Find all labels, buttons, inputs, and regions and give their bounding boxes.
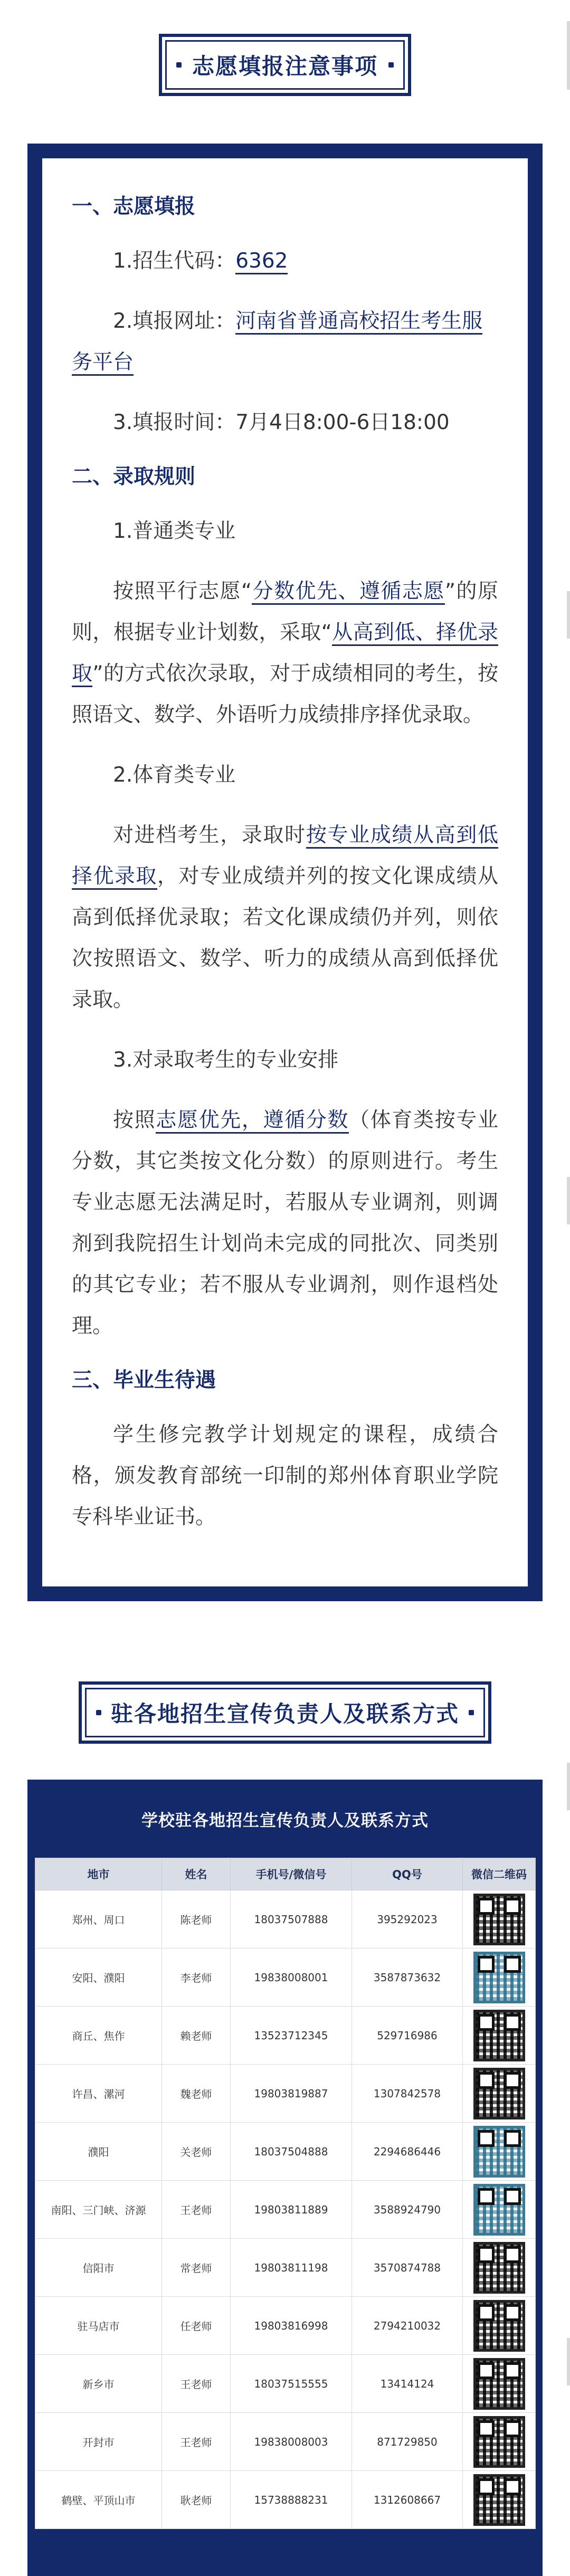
qr-code-icon[interactable] <box>473 2010 525 2061</box>
cell-qq: 3587873632 <box>352 1948 463 2007</box>
rule-general-title: 1.普通类专业 <box>113 519 236 543</box>
cell-city: 安阳、濮阳 <box>35 1948 162 2007</box>
cell-phone[interactable]: 13523712345 <box>231 2007 352 2065</box>
qr-code-icon[interactable] <box>473 2416 525 2468</box>
cell-phone[interactable]: 19838008001 <box>231 1948 352 2007</box>
qr-code-icon[interactable] <box>473 2242 525 2294</box>
scrollbar-mark <box>567 2338 570 2385</box>
cell-city: 郑州、周口 <box>35 1890 162 1948</box>
cell-city: 信阳市 <box>35 2239 162 2297</box>
cell-phone[interactable]: 18037504888 <box>231 2123 352 2181</box>
scrollbar-mark <box>567 1763 570 1810</box>
cell-qq: 1307842578 <box>352 2065 463 2123</box>
table-row <box>35 2007 536 2065</box>
heading-admission-rules: 二、录取规则 <box>72 465 196 489</box>
cell-city: 新乡市 <box>35 2355 162 2413</box>
qr-code-icon[interactable] <box>473 2474 525 2526</box>
section-title-badge <box>79 1681 491 1744</box>
cell-qq: 395292023 <box>352 1890 463 1948</box>
cell-city: 商丘、焦作 <box>35 2007 162 2065</box>
rule-arrangement-title: 3.对录取考生的专业安排 <box>113 1048 339 1072</box>
rule-general-text: 按照平行志愿“分数优先、遵循志愿”的原则，根据专业计划数，采取“从高到低、择优录取”的方式依次录取，对于成绩相同的考生，按照语文、数学、外语听力成绩排序择优录取。 <box>72 579 498 727</box>
heading-application: 一、志愿填报 <box>72 195 196 218</box>
cell-name: 王老师 <box>162 2355 231 2413</box>
table-row <box>35 2065 536 2123</box>
cell-phone[interactable]: 15738888231 <box>231 2471 352 2529</box>
cell-qr <box>463 1890 536 1948</box>
cell-phone[interactable]: 19803811198 <box>231 2239 352 2297</box>
cell-qr <box>463 2181 536 2239</box>
admission-code-value: 6362 <box>235 249 288 274</box>
cell-qq: 13414124 <box>352 2355 463 2413</box>
cell-city: 南阳、三门峡、济源 <box>35 2181 162 2239</box>
cell-phone[interactable]: 19803819887 <box>231 2065 352 2123</box>
cell-city: 驻马店市 <box>35 2297 162 2355</box>
col-header-qr: 微信二维码 <box>463 1858 536 1890</box>
qr-code-icon[interactable] <box>473 1952 525 2003</box>
admission-code: 1.招生代码：6362 <box>72 241 498 282</box>
qr-code-icon[interactable] <box>473 2184 525 2236</box>
table-row <box>35 1948 536 2007</box>
cell-qq: 2294686446 <box>352 2123 463 2181</box>
cell-qr <box>463 2065 536 2123</box>
rule-arrangement-text: 按照志愿优先，遵循分数（体育类按专业分数，其它类按文化分数）的原则进行。考生专业志愿无法满足时，若服从专业调剂，则调剂到我院招生计划尚未完成的同批次、同类别的其它专业；若不服从专业调剂，则作退档处理。 <box>72 1108 498 1338</box>
cell-name: 陈老师 <box>162 1890 231 1948</box>
cell-city: 开封市 <box>35 2413 162 2471</box>
cell-phone[interactable]: 19838008003 <box>231 2413 352 2471</box>
cell-name: 李老师 <box>162 1948 231 2007</box>
cell-name: 王老师 <box>162 2181 231 2239</box>
table-row <box>35 2297 536 2355</box>
application-site-link[interactable]: 河南省普通高校招生考生服 <box>235 309 482 335</box>
diamond-dot-icon <box>469 1710 474 1715</box>
cell-name: 王老师 <box>162 2413 231 2471</box>
cell-name: 常老师 <box>162 2239 231 2297</box>
scrollbar-mark <box>567 1177 570 1224</box>
heading-graduate: 三、毕业生待遇 <box>72 1368 216 1392</box>
application-site-cont <box>72 342 498 383</box>
cell-city: 许昌、漯河 <box>35 2065 162 2123</box>
cell-name: 关老师 <box>162 2123 231 2181</box>
cell-qr <box>463 1948 536 2007</box>
contacts-card <box>27 1780 543 2576</box>
table-row <box>35 2355 536 2413</box>
qr-code-icon[interactable] <box>473 2068 525 2119</box>
scrollbar-mark <box>567 21 570 90</box>
col-header-qq: QQ号 <box>352 1858 463 1890</box>
cell-name: 赖老师 <box>162 2007 231 2065</box>
cell-qr <box>463 2355 536 2413</box>
table-header-row <box>35 1858 536 1890</box>
table-row <box>35 2413 536 2471</box>
diamond-dot-icon <box>96 1710 101 1715</box>
section-title: 志愿填报注意事项 <box>192 53 378 79</box>
cell-phone[interactable]: 19803816998 <box>231 2297 352 2355</box>
qr-code-icon[interactable] <box>473 1894 525 1945</box>
graduate-text: 学生修完教学计划规定的课程，成绩合格，颁发教育部统一印制的郑州体育职业学院专科毕业证书。 <box>72 1423 498 1529</box>
section-title-frame <box>85 1688 485 1737</box>
notice-content <box>42 158 528 1586</box>
table-row <box>35 2471 536 2529</box>
col-header-name: 姓名 <box>162 1858 231 1890</box>
qr-code-icon[interactable] <box>473 2300 525 2352</box>
rule-sports-title: 2.体育类专业 <box>113 763 236 787</box>
contacts-table-title: 学校驻各地招生宣传负责人及联系方式 <box>141 1811 429 1830</box>
table-row <box>35 2239 536 2297</box>
table-row <box>35 2123 536 2181</box>
cell-qq: 3570874788 <box>352 2239 463 2297</box>
section-title-badge <box>159 34 411 96</box>
col-header-phone: 手机号/微信号 <box>231 1858 352 1890</box>
cell-name: 魏老师 <box>162 2065 231 2123</box>
diamond-dot-icon <box>176 62 182 68</box>
application-site-link[interactable]: 务平台 <box>72 350 134 376</box>
qr-code-icon[interactable] <box>473 2126 525 2178</box>
cell-name: 任老师 <box>162 2297 231 2355</box>
cell-qr <box>463 2413 536 2471</box>
table-row <box>35 2181 536 2239</box>
application-site: 2.填报网址：河南省普通高校招生考生服 <box>72 301 498 342</box>
cell-qq: 2794210032 <box>352 2297 463 2355</box>
qr-code-icon[interactable] <box>473 2358 525 2410</box>
notice-card <box>27 144 543 1601</box>
cell-qr <box>463 2007 536 2065</box>
section-title-frame <box>165 40 405 90</box>
cell-qq: 871729850 <box>352 2413 463 2471</box>
diamond-dot-icon <box>388 62 394 68</box>
cell-qq: 3588924790 <box>352 2181 463 2239</box>
col-header-city: 地市 <box>35 1858 162 1890</box>
table-row <box>35 1890 536 1948</box>
scrollbar-mark <box>567 591 570 639</box>
application-time: 3.填报时间：7月4日8:00-6日18:00 <box>113 411 450 434</box>
cell-qr <box>463 2239 536 2297</box>
contacts-table <box>35 1858 536 2529</box>
cell-phone[interactable]: 19803811889 <box>231 2181 352 2239</box>
cell-qq: 529716986 <box>352 2007 463 2065</box>
cell-qq: 1312608667 <box>352 2471 463 2529</box>
cell-phone[interactable]: 18037515555 <box>231 2355 352 2413</box>
cell-city: 濮阳 <box>35 2123 162 2181</box>
cell-name: 耿老师 <box>162 2471 231 2529</box>
rule-sports-text: 对进档考生，录取时按专业成绩从高到低择优录取，对专业成绩并列的按文化课成绩从高到低择优录取；若文化课成绩仍并列，则依次按照语文、数学、听力的成绩从高到低择优录取。 <box>72 823 498 1012</box>
section-title: 驻各地招生宣传负责人及联系方式 <box>110 1701 460 1727</box>
cell-qr <box>463 2471 536 2529</box>
cell-qr <box>463 2123 536 2181</box>
cell-phone[interactable]: 18037507888 <box>231 1890 352 1948</box>
cell-city: 鹤壁、平顶山市 <box>35 2471 162 2529</box>
cell-qr <box>463 2297 536 2355</box>
